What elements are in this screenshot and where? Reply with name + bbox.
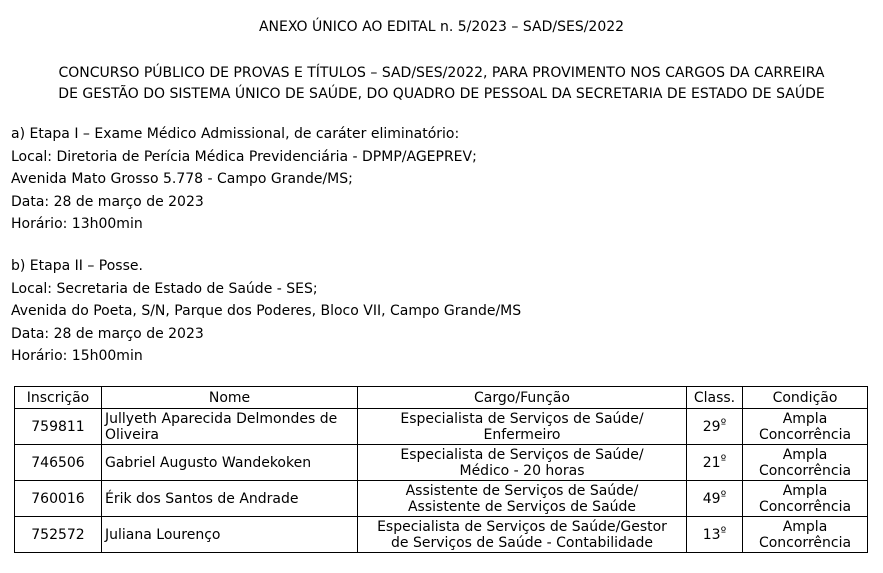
stage-1-title: a) Etapa I – Exame Médico Admissional, de caráter eliminatório: xyxy=(11,126,460,142)
cell-cargo-line-2: Enfermeiro xyxy=(483,426,561,443)
cell-nome xyxy=(102,481,358,517)
classe-number: 29 xyxy=(702,418,721,435)
contest-heading-line-1: CONCURSO PÚBLICO DE PROVAS E TÍTULOS – SAD/SES/2022, PARA PROVIMENTO NOS CARGOS DA CARREIRA xyxy=(58,65,825,81)
header-inscricao: Inscrição xyxy=(15,387,102,409)
classe-ordinal: º xyxy=(720,415,727,430)
cell-condicao-line-2: Concorrência xyxy=(758,498,852,515)
cell-cargo xyxy=(358,517,687,553)
cell-condicao-line-1: Ampla xyxy=(782,410,828,427)
cell-inscricao: 760016 xyxy=(15,481,102,517)
cell-condicao xyxy=(743,445,868,481)
header-condicao: Condição xyxy=(743,387,868,409)
contest-heading xyxy=(0,63,883,105)
table-row xyxy=(15,481,868,517)
cell-condicao-line-1: Ampla xyxy=(782,446,828,463)
cell-classe xyxy=(687,481,743,517)
cell-inscricao: 746506 xyxy=(15,445,102,481)
cell-condicao-line-2: Concorrência xyxy=(758,462,852,479)
header-nome: Nome xyxy=(102,387,358,409)
classe-ordinal: º xyxy=(720,523,727,538)
cell-nome-line-1: Jullyeth Aparecida Delmondes de xyxy=(105,410,338,427)
candidates-table xyxy=(14,386,868,553)
stage-1-section xyxy=(11,123,477,236)
classe-number: 49 xyxy=(702,490,721,507)
contest-heading-line-2: DE GESTÃO DO SISTEMA ÚNICO DE SAÚDE, DO QUADRO DE PESSOAL DA SECRETARIA DE ESTADO DE SAÚDE xyxy=(58,86,825,102)
stage-2-section xyxy=(11,255,521,368)
cell-cargo-line-1: Especialista de Serviços de Saúde/ xyxy=(400,446,644,463)
cell-classe xyxy=(687,409,743,445)
cell-condicao-line-2: Concorrência xyxy=(758,534,852,551)
cell-cargo-line-2: Médico - 20 horas xyxy=(459,462,585,479)
cell-cargo-line-2: Assistente de Serviços de Saúde xyxy=(407,498,637,515)
cell-condicao xyxy=(743,409,868,445)
cell-cargo xyxy=(358,481,687,517)
cell-condicao-line-2: Concorrência xyxy=(758,426,852,443)
cell-cargo-line-2: de Serviços de Saúde - Contabilidade xyxy=(391,534,653,551)
cell-nome-line-2: Oliveira xyxy=(105,426,159,443)
cell-nome xyxy=(102,517,358,553)
cell-condicao-line-1: Ampla xyxy=(782,518,828,535)
cell-inscricao: 759811 xyxy=(15,409,102,445)
stage-2-date: Data: 28 de março de 2023 xyxy=(11,325,204,342)
cell-condicao xyxy=(743,481,868,517)
table-row xyxy=(15,517,868,553)
classe-ordinal: º xyxy=(720,487,727,502)
stage-2-title: b) Etapa II – Posse. xyxy=(11,258,143,274)
cell-nome xyxy=(102,409,358,445)
stage-1-date: Data: 28 de março de 2023 xyxy=(11,193,204,210)
stage-2-location: Local: Secretaria de Estado de Saúde - SES; xyxy=(11,280,318,297)
stage-2-time: Horário: 15h00min xyxy=(11,348,143,364)
stage-1-time: Horário: 13h00min xyxy=(11,216,143,232)
document-title: ANEXO ÚNICO AO EDITAL n. 5/2023 – SAD/SES/2022 xyxy=(258,19,625,35)
classe-number: 13 xyxy=(702,526,721,543)
stage-1-location: Local: Diretoria de Perícia Médica Previdenciária - DPMP/AGEPREV; xyxy=(11,148,477,165)
classe-number: 21 xyxy=(702,454,721,471)
cell-classe xyxy=(687,517,743,553)
cell-nome-line-1: Juliana Lourenço xyxy=(105,526,221,543)
table-row xyxy=(15,409,868,445)
cell-nome-line-1: Gabriel Augusto Wandekoken xyxy=(105,454,312,471)
cell-cargo-line-1: Especialista de Serviços de Saúde/Gestor xyxy=(377,518,667,535)
cell-classe xyxy=(687,445,743,481)
stage-2-address: Avenida do Poeta, S/N, Parque dos Poderes, Bloco VII, Campo Grande/MS xyxy=(11,303,522,319)
classe-ordinal: º xyxy=(720,451,727,466)
stage-1-address: Avenida Mato Grosso 5.778 - Campo Grande/MS; xyxy=(11,171,353,187)
cell-nome-line-1: Érik dos Santos de Andrade xyxy=(105,490,299,507)
cell-cargo xyxy=(358,445,687,481)
cell-cargo-line-1: Especialista de Serviços de Saúde/ xyxy=(400,410,644,427)
cell-condicao xyxy=(743,517,868,553)
cell-cargo-line-1: Assistente de Serviços de Saúde/ xyxy=(405,482,639,499)
header-classe: Class. xyxy=(687,387,743,409)
table-header-row xyxy=(15,387,868,409)
cell-nome xyxy=(102,445,358,481)
cell-cargo xyxy=(358,409,687,445)
cell-inscricao: 752572 xyxy=(15,517,102,553)
cell-condicao-line-1: Ampla xyxy=(782,482,828,499)
header-cargo: Cargo/Função xyxy=(358,387,687,409)
table-row xyxy=(15,445,868,481)
